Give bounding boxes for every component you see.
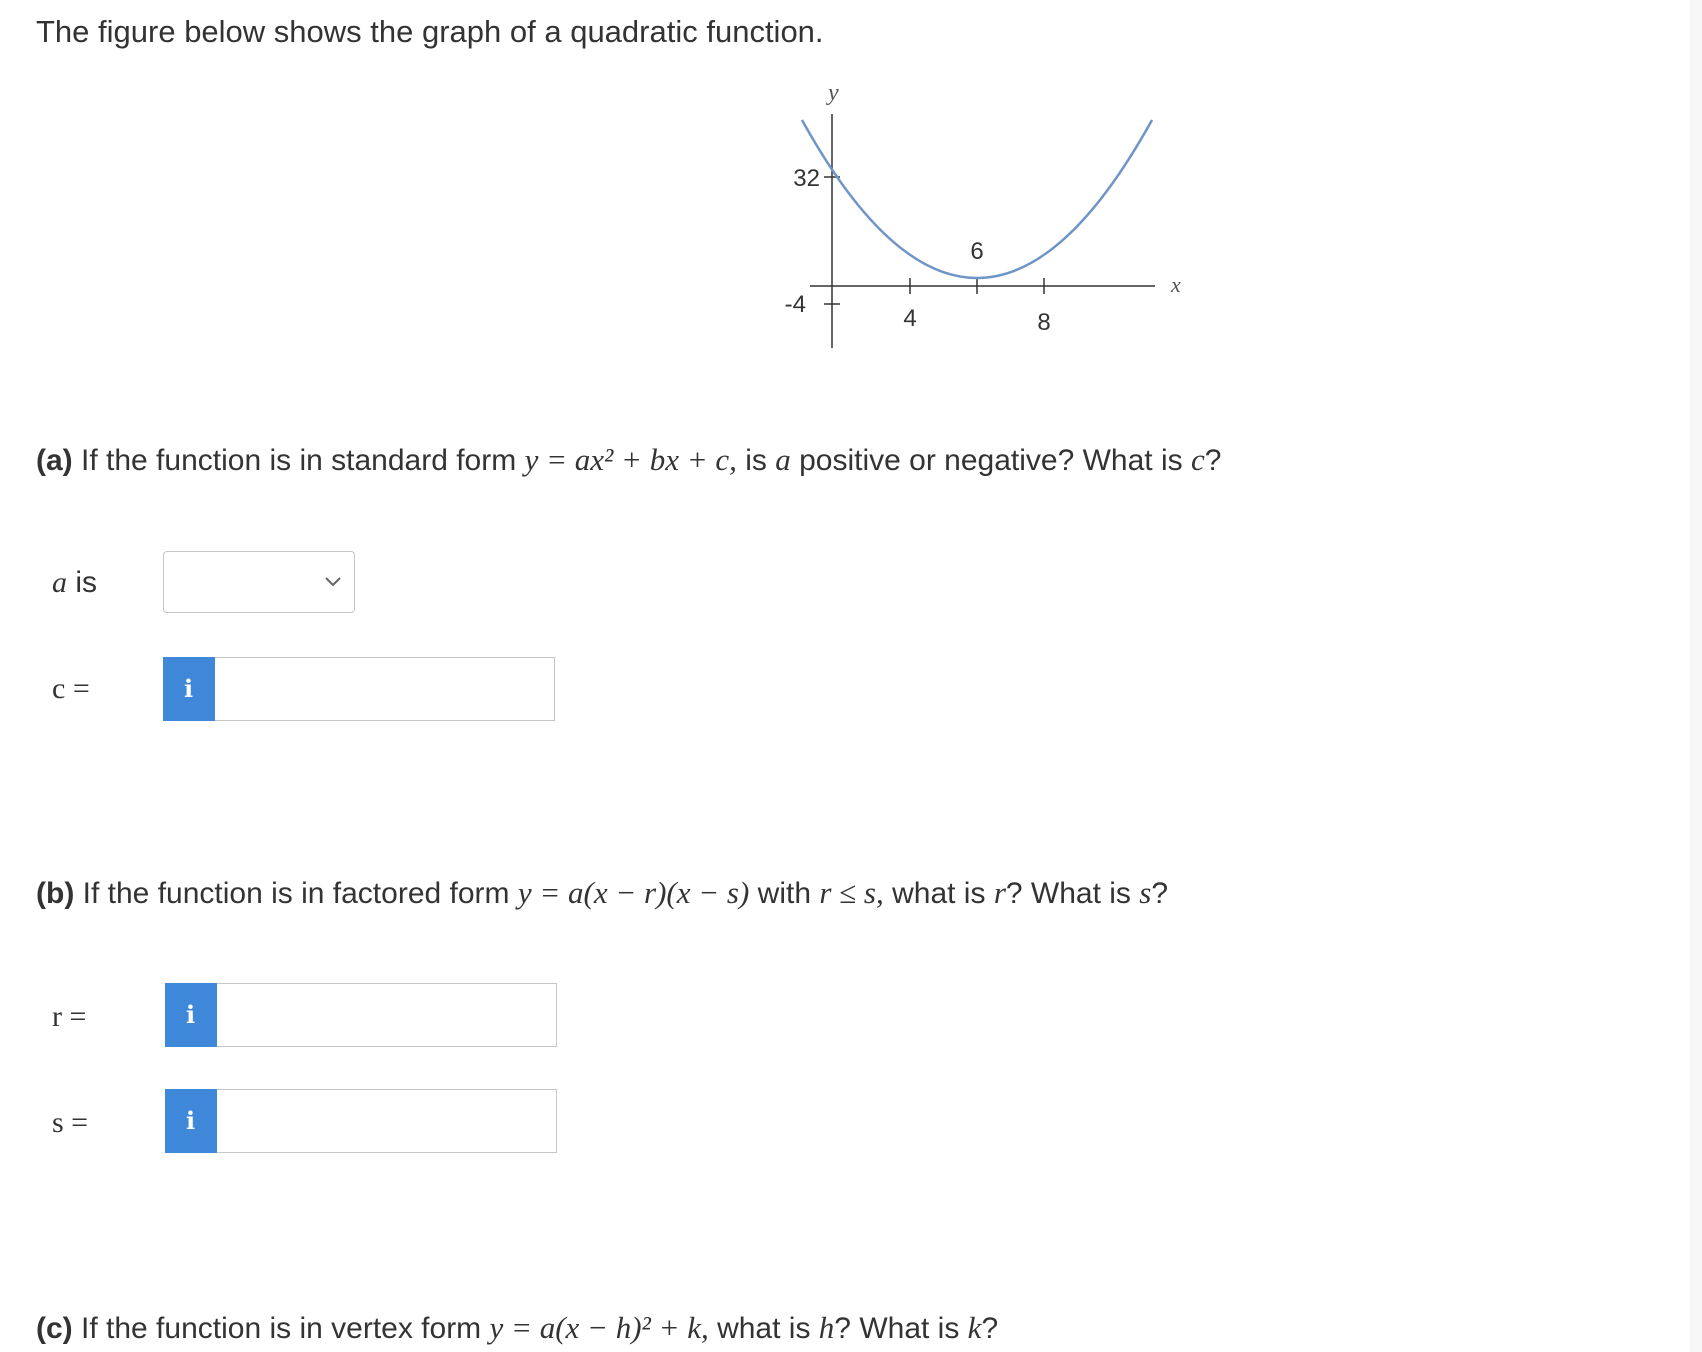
a-is-var: a [52,566,67,599]
a-is-text: is [67,566,97,599]
info-icon[interactable]: i [163,657,215,721]
x-tick-label-8: 8 [1037,309,1051,336]
x-axis-label: x [1171,272,1181,297]
x-tick-label-4: 4 [903,305,917,332]
part-c-text3: ? What is [834,1312,968,1345]
r-answer-field [165,983,557,1047]
s-input[interactable] [218,1090,554,1152]
a-is-label [52,566,97,600]
part-b-text1: If the function is in factored form [74,877,518,910]
y-tick-label-32: 32 [793,165,820,192]
part-a-text1: If the function is in standard form [72,444,525,477]
vertex-form-equation: y = a(x − h)² + k, [489,1310,709,1345]
part-c-label: (c) [36,1312,73,1345]
part-c-text1: If the function is in vertex form [72,1312,490,1345]
intro-text: The figure below shows the graph of a quadratic function. [36,14,824,49]
part-c-var-h: h [818,1310,835,1345]
chevron-down-icon [324,576,342,588]
factored-form-equation: y = a(x − r)(x − s) [517,875,750,910]
part-a-var-a: a [775,442,791,477]
part-b-text4: ? What is [1005,877,1140,910]
part-b-label: (b) [36,877,75,910]
info-icon[interactable]: i [165,983,217,1047]
part-c-text2: what is [708,1312,819,1345]
page-edge-strip [1690,0,1702,1352]
r-equals-label: r = [52,1000,87,1033]
a-sign-dropdown[interactable] [163,551,355,613]
part-c-text4: ? [981,1312,999,1345]
part-b-var-s: s [1139,875,1152,910]
x-tick-label-6: 6 [970,238,984,265]
question-a [36,442,1221,478]
part-b-text2: with [749,877,820,910]
part-c-var-k: k [967,1310,982,1345]
question-b [36,875,1168,911]
part-a-text2: is [736,444,776,477]
part-a-text3: positive or negative? What is [790,444,1191,477]
question-c [36,1310,998,1346]
r-input[interactable] [218,984,554,1046]
part-a-var-c: c [1190,442,1205,477]
c-equals-label: c = [52,672,90,705]
y-axis-label: y [828,80,839,106]
part-b-text5: ? [1151,877,1169,910]
s-answer-field [165,1089,557,1153]
y-tick-label-neg4: -4 [784,291,806,318]
part-b-text3: what is [883,877,994,910]
standard-form-equation: y = ax² + bx + c, [524,442,737,477]
c-input[interactable] [216,658,552,720]
part-a-text4: ? [1204,444,1222,477]
info-icon[interactable]: i [165,1089,217,1153]
part-a-label: (a) [36,444,73,477]
quadratic-graph [760,78,1200,358]
part-b-var-r: r [993,875,1006,910]
s-equals-label: s = [52,1106,89,1139]
c-answer-field [163,657,555,721]
r-le-s-condition: r ≤ s, [819,875,884,910]
